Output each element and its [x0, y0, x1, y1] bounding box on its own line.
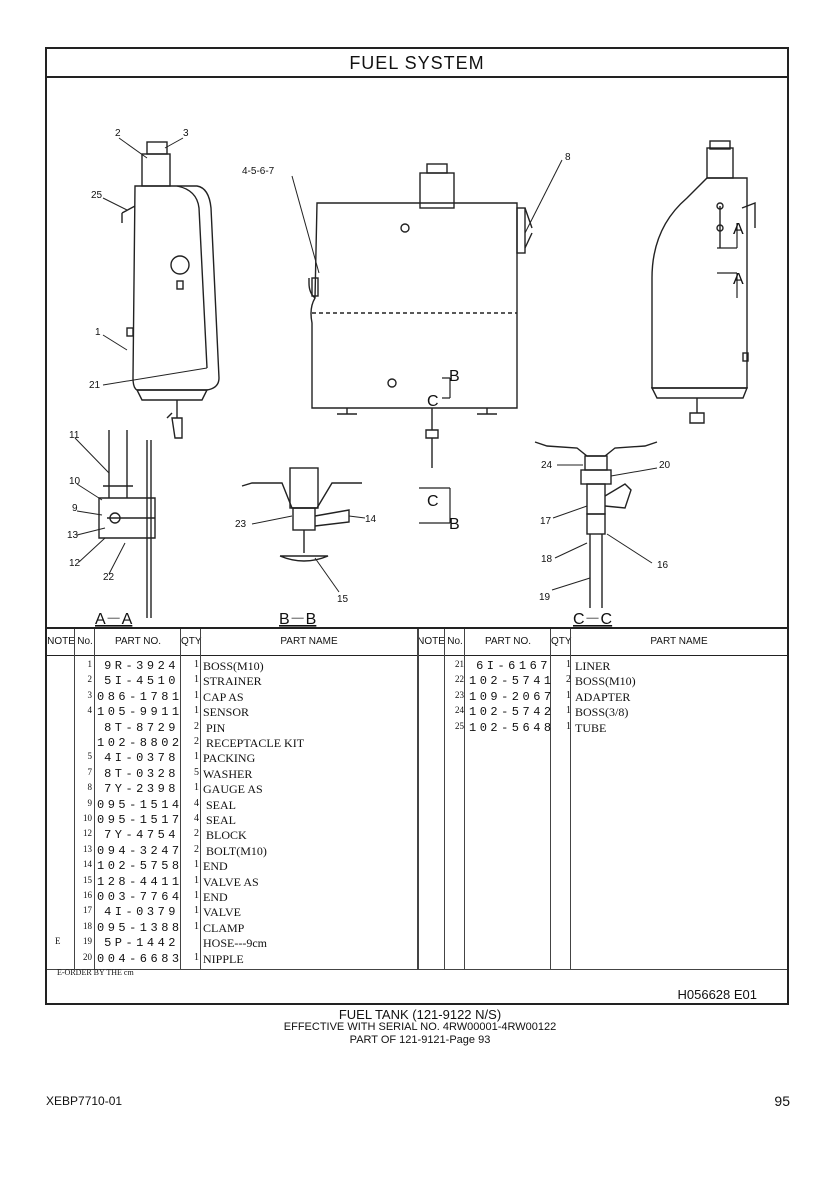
- header-qty-right: QTY: [551, 636, 572, 647]
- row-quantity: 1: [194, 659, 199, 670]
- row-quantity: 1: [194, 674, 199, 686]
- row-number: 7: [87, 766, 92, 777]
- row-part-number: 128-4411: [97, 874, 183, 889]
- table-row: [47, 736, 419, 752]
- view-label-bb: B－B: [279, 611, 317, 628]
- row-number: 9: [87, 797, 92, 808]
- row-quantity: 1: [194, 751, 199, 763]
- row-part-name: BOLT(M10): [203, 843, 267, 858]
- row-quantity: 1: [194, 782, 199, 794]
- header-qty-left: QTY: [181, 636, 202, 647]
- row-part-number: 8T-0328: [104, 766, 179, 781]
- row-part-name: BOSS(3/8): [575, 705, 629, 720]
- header-no-right: No.: [447, 636, 463, 647]
- marker-a-top: A: [733, 221, 744, 238]
- row-number: 4: [87, 705, 92, 716]
- callout-22: 22: [103, 572, 115, 583]
- callout-24: 24: [541, 460, 553, 471]
- view-label-cc: C－C: [573, 611, 613, 628]
- row-number: 14: [83, 859, 92, 870]
- row-part-number: 095-1514: [97, 797, 183, 812]
- callout-1: 1: [95, 327, 101, 338]
- table-row: [47, 659, 419, 675]
- section-cc: [535, 442, 657, 608]
- table-row: [47, 875, 419, 891]
- row-quantity: 4: [194, 797, 199, 809]
- header-partno-right: PART NO.: [484, 636, 532, 647]
- header-no-left: No.: [77, 636, 93, 647]
- row-part-number: 6I-6167: [476, 659, 551, 673]
- callout-19: 19: [539, 592, 551, 603]
- header-name-left: PART NAME: [280, 636, 338, 647]
- row-part-name: RECEPTACLE KIT: [203, 736, 305, 750]
- callout-10: 10: [69, 476, 81, 487]
- row-part-number: 102-5741: [469, 674, 555, 689]
- callout-13: 13: [67, 530, 79, 541]
- table-row: [419, 705, 787, 721]
- table-row: [47, 859, 419, 875]
- callout-9: 9: [72, 503, 78, 514]
- callout-23: 23: [235, 519, 247, 530]
- table-row: [47, 813, 419, 829]
- row-quantity: 1: [194, 874, 199, 886]
- row-number: 25: [455, 720, 464, 731]
- table-row: [47, 936, 419, 952]
- row-part-number: 5P-1442: [104, 936, 179, 951]
- row-quantity: 1: [194, 905, 199, 917]
- table-row: [47, 721, 419, 737]
- row-quantity: 5: [194, 766, 199, 778]
- row-number: 12: [83, 828, 92, 839]
- row-part-number: 102-5742: [469, 705, 555, 720]
- row-quantity: 2: [194, 720, 199, 732]
- callout-21: 21: [89, 380, 101, 391]
- parts-sheet: [45, 47, 789, 1005]
- row-number: 16: [83, 890, 92, 900]
- row-part-name: LINER: [575, 659, 611, 673]
- row-part-number: 109-2067: [469, 689, 555, 704]
- document-id: XEBP7710-01: [46, 1094, 123, 1108]
- row-part-number: 102-5648: [469, 720, 555, 735]
- row-number: 20: [83, 951, 92, 962]
- table-row: [47, 782, 419, 798]
- row-part-number: 4I-0378: [104, 751, 179, 766]
- parts-list-left: [47, 659, 419, 969]
- marker-b-top: B: [449, 368, 460, 385]
- row-part-number: 8T-8729: [104, 720, 179, 735]
- row-part-name: STRAINER: [203, 674, 262, 689]
- row-number: 3: [87, 689, 92, 700]
- table-row: [419, 721, 787, 737]
- header-name-right: PART NAME: [650, 636, 708, 647]
- table-row: [47, 952, 419, 968]
- row-quantity: 2: [566, 674, 571, 686]
- row-note: E: [55, 936, 61, 947]
- left-tank-view: [122, 142, 219, 438]
- marker-c-top: C: [427, 393, 439, 410]
- marker-c-bottom: C: [427, 493, 439, 510]
- row-quantity: 1: [194, 689, 199, 701]
- row-part-number: 102-8802: [97, 736, 183, 750]
- row-quantity: 1: [566, 689, 571, 701]
- caption-part-of: PART OF 121-9121-Page 93: [349, 1034, 491, 1046]
- table-row: [47, 751, 419, 767]
- row-part-name: END: [203, 859, 228, 874]
- table-row: [47, 921, 419, 937]
- callout-25: 25: [91, 190, 103, 201]
- row-quantity: 1: [194, 890, 199, 901]
- callout-2: 2: [115, 128, 121, 139]
- row-part-name: SEAL: [203, 797, 236, 812]
- center-tank-view: [309, 164, 532, 468]
- table-row: [419, 690, 787, 706]
- header-note-left: NOTE: [47, 636, 75, 647]
- row-number: 2: [87, 674, 92, 685]
- row-number: 19: [83, 936, 92, 947]
- exploded-drawing: [47, 78, 787, 629]
- page-number: 95: [774, 1093, 790, 1109]
- row-part-number: 5I-4510: [104, 674, 179, 689]
- fuel-tank-illustration: [47, 78, 787, 629]
- row-quantity: 2: [194, 828, 199, 840]
- marker-a-bottom: A: [733, 271, 744, 288]
- callout-12: 12: [69, 558, 81, 569]
- table-bottom-rule: [47, 969, 787, 970]
- row-number: 1: [87, 659, 92, 669]
- table-row: [419, 674, 787, 690]
- row-part-name: HOSE---9cm: [203, 936, 267, 951]
- row-part-name: GAUGE AS: [203, 782, 263, 797]
- row-number: 17: [83, 905, 92, 916]
- caption-serial: EFFECTIVE WITH SERIAL NO. 4RW00001-4RW00122: [283, 1021, 557, 1033]
- row-quantity: 1: [194, 920, 199, 932]
- row-quantity: 4: [194, 813, 199, 824]
- row-part-name: END: [203, 890, 228, 904]
- table-row: [47, 690, 419, 706]
- row-part-name: SEAL: [203, 813, 236, 827]
- row-part-name: SENSOR: [203, 705, 250, 720]
- callout-14: 14: [365, 514, 377, 525]
- parts-list-right: [419, 659, 787, 969]
- row-part-name: TUBE: [575, 720, 607, 735]
- callout-20: 20: [659, 460, 671, 471]
- page-title: FUEL SYSTEM: [47, 49, 787, 78]
- row-part-number: 7Y-4754: [104, 828, 179, 843]
- row-part-name: PIN: [203, 720, 226, 735]
- row-part-number: 105-9911: [97, 705, 183, 720]
- row-part-number: 095-1388: [97, 920, 183, 935]
- row-quantity: 1: [566, 705, 571, 717]
- row-part-number: 095-1517: [97, 813, 183, 827]
- callout-3: 3: [183, 128, 189, 139]
- row-part-number: 4I-0379: [104, 905, 179, 920]
- row-part-number: 7Y-2398: [104, 782, 179, 797]
- row-number: 13: [83, 843, 92, 854]
- row-quantity: 2: [194, 736, 199, 747]
- row-part-number: 102-5758: [97, 859, 183, 874]
- row-number: 24: [455, 705, 464, 716]
- row-quantity: 1: [566, 659, 571, 670]
- callout-18: 18: [541, 554, 553, 565]
- callout-11: 11: [69, 430, 80, 441]
- table-row: [47, 905, 419, 921]
- row-number: 21: [455, 659, 464, 669]
- table-row: [47, 705, 419, 721]
- marker-b-bottom: B: [449, 516, 460, 533]
- row-part-name: ADAPTER: [575, 689, 631, 704]
- table-row: [47, 828, 419, 844]
- table-row: [47, 798, 419, 814]
- row-quantity: 1: [194, 951, 199, 963]
- header-note-right: NOTE: [417, 636, 445, 647]
- row-part-name: WASHER: [203, 766, 253, 781]
- row-quantity: 2: [194, 843, 199, 855]
- view-label-aa: A－A: [95, 611, 133, 628]
- table-row: [47, 844, 419, 860]
- row-quantity: 1: [194, 705, 199, 717]
- caption-title: FUEL TANK (121-9122 N/S): [338, 1007, 502, 1022]
- row-part-name: CLAMP: [203, 920, 245, 935]
- row-part-number: 9R-3924: [104, 659, 179, 673]
- row-part-name: BOSS(M10): [203, 659, 264, 673]
- row-part-name: VALVE AS: [203, 874, 259, 889]
- row-part-number: 094-3247: [97, 843, 183, 858]
- callout-8: 8: [565, 152, 571, 163]
- table-row: [419, 659, 787, 675]
- table-row: [47, 674, 419, 690]
- section-aa: [99, 430, 155, 618]
- callout-17: 17: [540, 516, 552, 527]
- row-part-number: 003-7764: [97, 890, 183, 904]
- header-partno-left: PART NO.: [114, 636, 162, 647]
- row-part-name: CAP AS: [203, 689, 244, 704]
- callout-15: 15: [337, 594, 349, 605]
- row-number: 10: [83, 813, 92, 823]
- row-part-name: BOSS(M10): [575, 674, 636, 689]
- table-row: [47, 890, 419, 906]
- callout-16: 16: [657, 560, 669, 571]
- row-quantity: 1: [194, 859, 199, 871]
- row-number: 22: [455, 674, 464, 685]
- row-number: 23: [455, 689, 464, 700]
- row-part-number: 004-6683: [97, 951, 183, 966]
- row-part-name: PACKING: [203, 751, 256, 766]
- drawing-code: H056628 E01: [677, 987, 757, 1002]
- row-number: 18: [83, 920, 92, 931]
- table-row: [47, 767, 419, 783]
- callout-4567: 4-5-6-7: [242, 166, 275, 177]
- order-footnote: E-ORDER BY THE cm: [57, 968, 134, 977]
- row-part-name: NIPPLE: [203, 951, 244, 966]
- row-number: 8: [87, 782, 92, 793]
- row-number: 15: [83, 874, 92, 885]
- row-number: 5: [87, 751, 92, 762]
- section-bb: [242, 468, 362, 561]
- row-part-name: VALVE: [203, 905, 242, 920]
- row-part-number: 086-1781: [97, 689, 183, 704]
- row-quantity: 1: [566, 720, 571, 732]
- section-markers: [419, 223, 737, 523]
- row-part-name: BLOCK: [203, 828, 247, 843]
